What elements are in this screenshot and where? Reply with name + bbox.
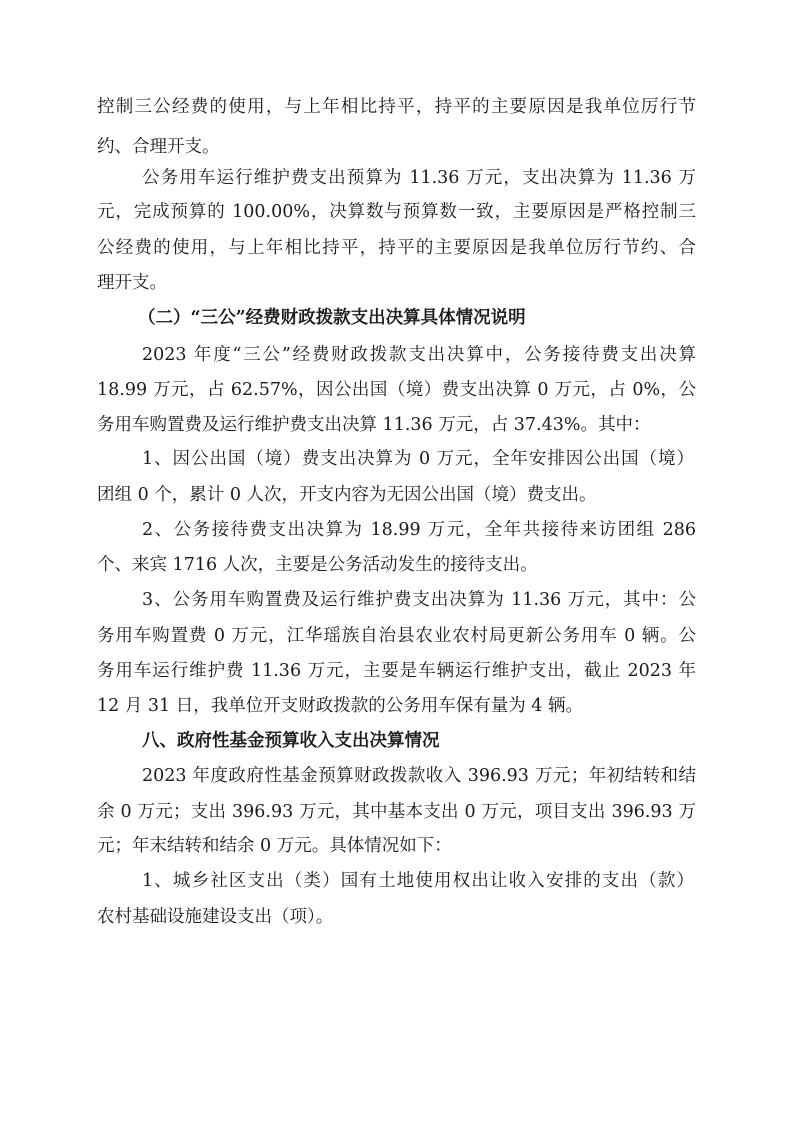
paragraph-line: 元；年末结转和结余 0 万元。具体情况如下： xyxy=(97,836,452,856)
paragraph-line: 2、公务接待费支出决算为 18.99 万元，全年共接待来访团组 286 xyxy=(142,520,696,540)
paragraph-line: 2023 年度政府性基金预算财政拨款收入 396.93 万元；年初结转和结 xyxy=(142,766,696,786)
section-heading: （二）“三公”经费财政拨款支出决算具体情况说明 xyxy=(138,308,526,328)
paragraph-line: 公务用车运行维护费支出预算为 11.36 万元，支出决算为 11.36 万 xyxy=(142,168,696,188)
paragraph-line: 余 0 万元；支出 396.93 万元，其中基本支出 0 万元，项目支出 396.93 万 xyxy=(97,802,696,822)
paragraph-line: 务用车购置费 0 万元，江华瑶族自治县农业农村局更新公务用车 0 辆。公 xyxy=(97,626,696,646)
paragraph-line: 团组 0 个，累计 0 人次，开支内容为无因公出国（境）费支出。 xyxy=(97,485,597,505)
paragraph-line: 12 月 31 日，我单位开支财政拨款的公务用车保有量为 4 辆。 xyxy=(97,696,583,716)
paragraph-line: 务用车运行维护费 11.36 万元，主要是车辆运行维护支出，截止 2023 年 xyxy=(97,661,696,681)
paragraph-line: 理开支。 xyxy=(97,273,167,293)
paragraph-line: 3、公务用车购置费及运行维护费支出决算为 11.36 万元，其中：公 xyxy=(142,590,696,610)
paragraph-line: 2023 年度“三公”经费财政拨款支出决算中，公务接待费支出决算 xyxy=(142,345,696,365)
section-heading: 八、政府性基金预算收入支出决算情况 xyxy=(142,731,440,751)
paragraph-line: 1、因公出国（境）费支出决算为 0 万元，全年安排因公出国（境） xyxy=(142,449,694,469)
paragraph-line: 18.99 万元，占 62.57%，因公出国（境）费支出决算 0 万元，占 0%，公 xyxy=(97,380,696,400)
paragraph-line: 公经费的使用，与上年相比持平，持平的主要原因是我单位厉行节约、合 xyxy=(97,238,696,258)
paragraph-line: 个、来宾 1716 人次，主要是公务活动发生的接待支出。 xyxy=(97,555,538,575)
paragraph-line: 1、城乡社区支出（类）国有土地使用权出让收入安排的支出（款） xyxy=(142,871,694,891)
paragraph-line: 务用车购置费及运行维护费支出决算 11.36 万元，占 37.43%。其中： xyxy=(97,415,651,435)
paragraph-line: 约、合理开支。 xyxy=(97,137,220,157)
paragraph-line: 元，完成预算的 100.00%，决算数与预算数一致，主要原因是严格控制三 xyxy=(97,202,696,222)
paragraph-line: 农村基础设施建设支出（项）。 xyxy=(97,907,334,927)
paragraph-line: 控制三公经费的使用，与上年相比持平，持平的主要原因是我单位厉行节 xyxy=(97,97,696,117)
